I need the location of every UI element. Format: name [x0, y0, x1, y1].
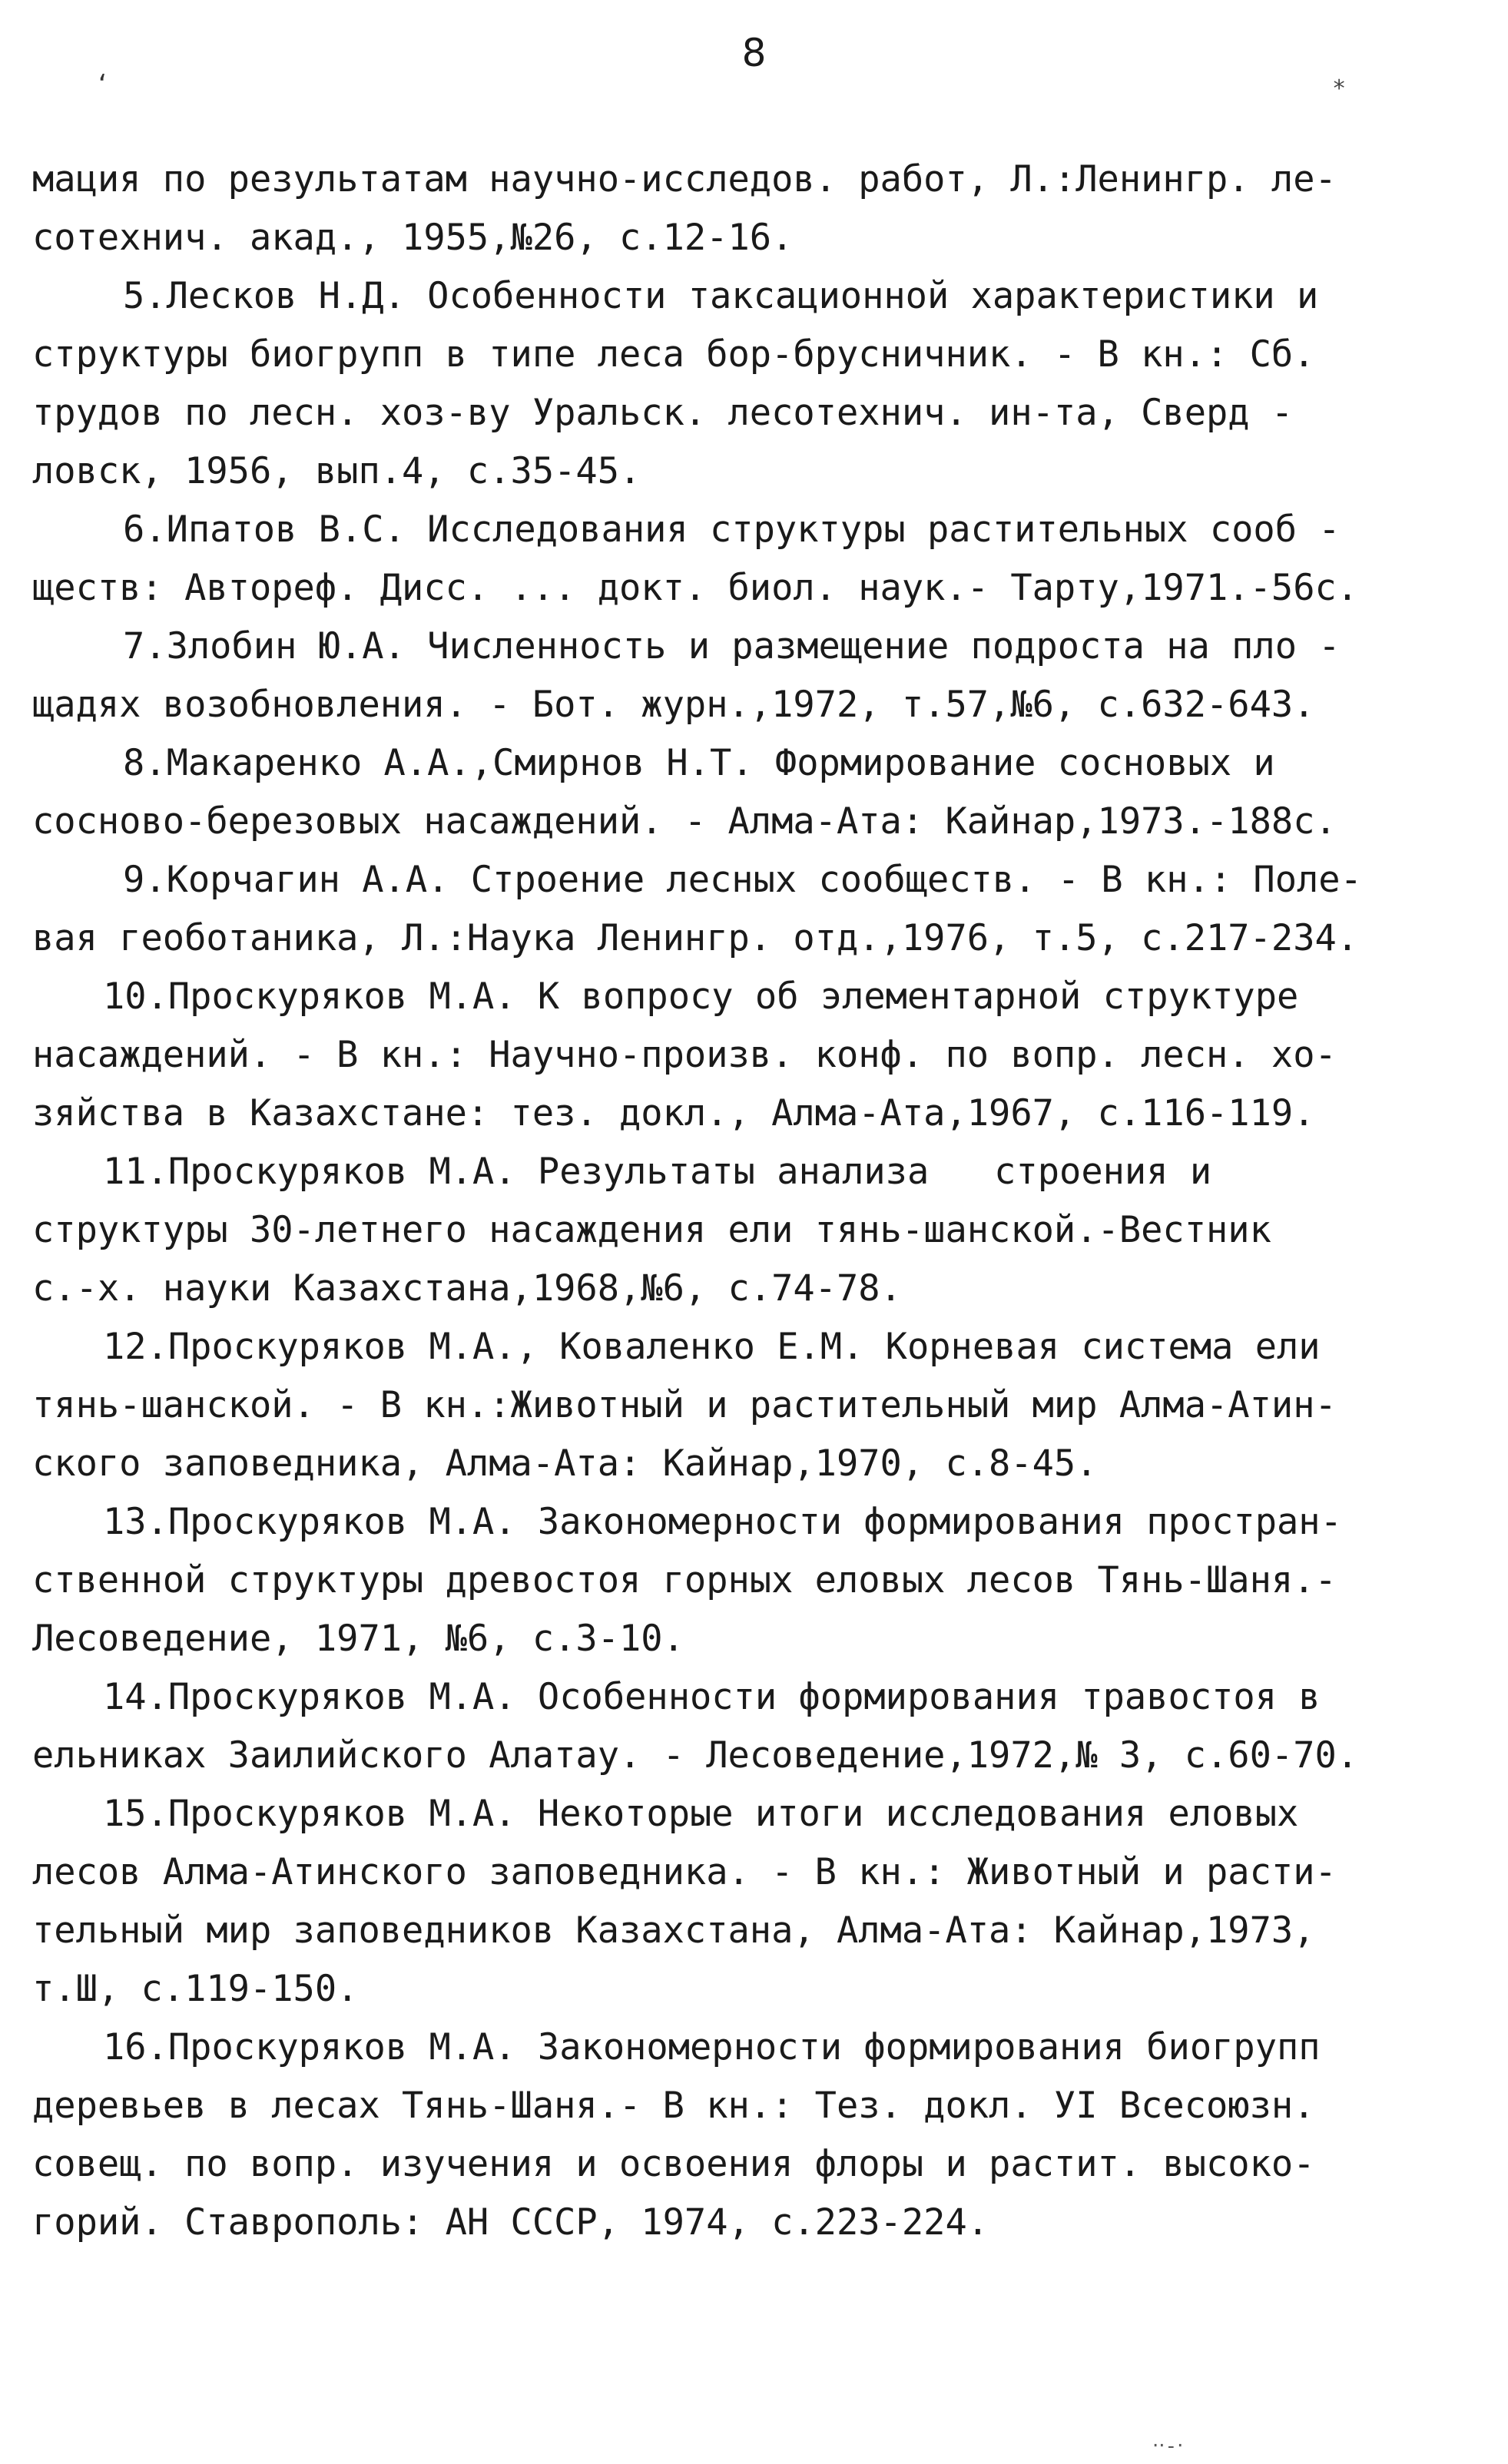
- reference-line: 11.Проскуряков М.А. Результаты анализа строения и: [103, 1151, 1212, 1193]
- reference-line: 9.Корчагин А.А. Строение лесных сообществ. - В кн.: Поле-: [123, 859, 1362, 901]
- page-number: 8: [741, 31, 767, 75]
- reference-line: совещ. по вопр. изучения и освоения флоры и растит. высоко-: [32, 2143, 1315, 2185]
- reference-line: 6.Ипатов В.С. Исследования структуры растительных сооб -: [123, 508, 1341, 551]
- reference-line: Лесоведение, 1971, №6, с.3-10.: [32, 1618, 684, 1660]
- reference-line: 12.Проскуряков М.А., Коваленко Е.М. Корневая система ели: [103, 1326, 1321, 1368]
- reference-line: тянь-шанской. - В кн.:Животный и растительный мир Алма-Атин-: [32, 1384, 1337, 1426]
- reference-line: ловск, 1956, вып.4, с.35-45.: [32, 450, 641, 492]
- reference-line: ществ: Автореф. Дисс. ... докт. биол. наук.- Тарту,1971.-56с.: [32, 567, 1359, 609]
- corner-mark-left: ‘: [95, 71, 110, 98]
- reference-line: сосново-березовых насаждений. - Алма-Ата: Кайнар,1973.-188с.: [32, 800, 1337, 843]
- reference-line: мация по результатам научно-исследов. работ, Л.:Ленингр. ле-: [32, 158, 1337, 200]
- reference-line: структуры 30-летнего насаждения ели тянь-шанской.-Вестник: [32, 1209, 1271, 1251]
- reference-line: 16.Проскуряков М.А. Закономерности формирования биогрупп: [103, 2026, 1321, 2068]
- reference-line: зяйства в Казахстане: тез. докл., Алма-Ата,1967, с.116-119.: [32, 1092, 1315, 1134]
- reference-line: ельниках Заилийского Алатау. - Лесоведение,1972,№ 3, с.60-70.: [32, 1734, 1359, 1777]
- bottom-mark: ‧‧‐‧: [1152, 2435, 1184, 2458]
- reference-line: вая геоботаника, Л.:Наука Ленингр. отд.,1976, т.5, с.217-234.: [32, 917, 1359, 959]
- reference-line: структуры биогрупп в типе леса бор-брусничник. - В кн.: Сб.: [32, 333, 1315, 376]
- reference-line: 7.Злобин Ю.А. Численность и размещение подроста на пло -: [123, 625, 1341, 667]
- reference-line: насаждений. - В кн.: Научно-произв. конф. по вопр. лесн. хо-: [32, 1034, 1337, 1076]
- reference-line: 13.Проскуряков М.А. Закономерности формирования простран-: [103, 1501, 1342, 1543]
- reference-line: 14.Проскуряков М.А. Особенности формирования травостоя в: [103, 1676, 1321, 1718]
- reference-line: 15.Проскуряков М.А. Некоторые итоги исследования еловых: [103, 1793, 1299, 1835]
- reference-line: лесов Алма-Атинского заповедника. - В кн.: Животный и расти-: [32, 1851, 1337, 1893]
- reference-line: щадях возобновления. - Бот. журн.,1972, т.57,№6, с.632-643.: [32, 684, 1315, 726]
- reference-line: ского заповедника, Алма-Ата: Кайнар,1970, с.8-45.: [32, 1442, 1098, 1485]
- reference-line: горий. Ставрополь: АН СССР, 1974, с.223-224.: [32, 2201, 989, 2244]
- reference-line: 8.Макаренко А.А.,Смирнов Н.Т. Формирование сосновых и: [123, 742, 1275, 784]
- reference-line: 5.Лесков Н.Д. Особенности таксационной характеристики и: [123, 275, 1319, 317]
- reference-line: деревьев в лесах Тянь-Шаня.- В кн.: Тез. докл. УI Всесоюзн.: [32, 2085, 1315, 2127]
- reference-line: 10.Проскуряков М.А. К вопросу об элементарной структуре: [103, 975, 1299, 1018]
- reference-list: [32, 151, 1484, 2252]
- reference-line: трудов по лесн. хоз-ву Уральск. лесотехнич. ин-та, Сверд -: [32, 392, 1294, 434]
- reference-line: ственной структуры древостоя горных еловых лесов Тянь-Шаня.-: [32, 1559, 1337, 1601]
- reference-line: сотехнич. акад., 1955,№26, с.12-16.: [32, 217, 794, 259]
- reference-line: с.-х. науки Казахстана,1968,№6, с.74-78.: [32, 1267, 902, 1310]
- corner-mark-right: ∗: [1332, 71, 1347, 98]
- reference-line: т.Ш, с.119-150.: [32, 1968, 359, 2010]
- reference-line: тельный мир заповедников Казахстана, Алма-Ата: Кайнар,1973,: [32, 1909, 1315, 1952]
